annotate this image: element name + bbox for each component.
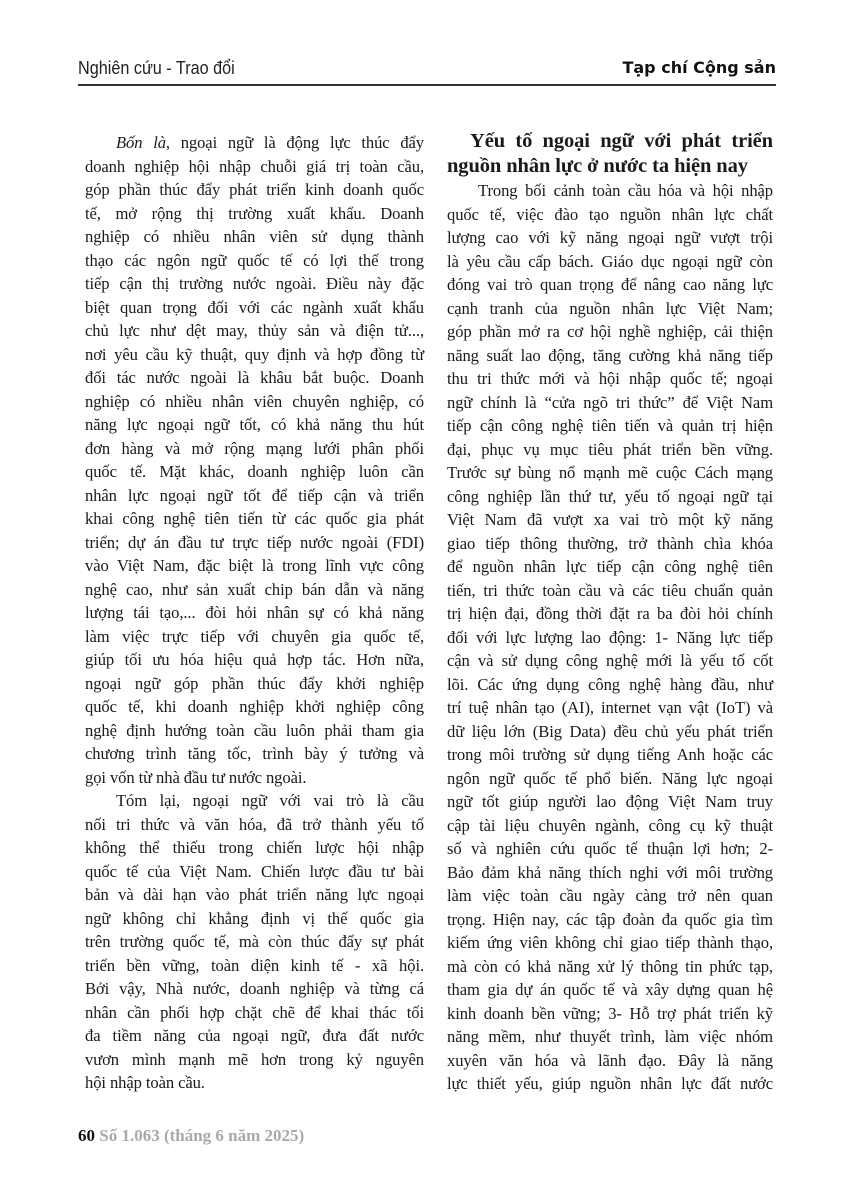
text-line: cạnh tranh của nguồn nhân lực Việt Nam; bbox=[447, 298, 773, 318]
page-number: 60 bbox=[78, 1126, 95, 1145]
text-line: vươn mình mạnh mẽ hơn trong kỷ nguyên bbox=[85, 1049, 424, 1069]
text-line: vào Việt Nam, đặc biệt là trong lĩnh vực công bbox=[85, 556, 424, 575]
text-line: lõi. Các ứng dụng công nghệ hàng đầu, như bbox=[447, 674, 773, 694]
left-column bbox=[85, 131, 424, 1095]
text-line: đơn hàng và mở rộng mạng lưới phân phối bbox=[85, 438, 424, 458]
text-line: quốc tế của Việt Nam. Chiến lược đầu tư bài bbox=[85, 861, 424, 881]
text-line: quốc tế. Mặt khác, doanh nghiệp luôn cần bbox=[85, 462, 424, 481]
paragraph bbox=[85, 789, 424, 1095]
text-line: gọi vốn từ nhà đầu tư nước ngoài. bbox=[85, 767, 307, 787]
text-line: đóng vai trò quan trọng để nâng cao năng lực bbox=[447, 275, 773, 294]
text-line: chủ lực như dệt may, thủy sản và điện tử..., bbox=[85, 321, 424, 340]
article-heading bbox=[447, 129, 773, 179]
text-line: trong môi trường sử dụng tiếng Anh hoặc các bbox=[447, 745, 773, 764]
text-line: lượng tái tạo,... đòi hỏi nhân sự có khả năng bbox=[85, 603, 424, 622]
section-title: Nghiên cứu - Trao đổi bbox=[78, 58, 235, 78]
text-line: ngữ tốt giúp người lao động Việt Nam truy bbox=[447, 792, 773, 811]
text-line: cận và sử dụng công nghệ mới là yếu tố cốt bbox=[447, 651, 773, 670]
text-line: giúp tối ưu hóa hiệu quả hợp tác. Hơn nữa, bbox=[85, 650, 424, 669]
text-line: trọng. Hiện nay, các tập đoàn đa quốc gia tìm bbox=[447, 909, 773, 929]
text-line: hội nhập toàn cầu. bbox=[85, 1073, 205, 1092]
text-line: số và nghiên cứu quốc tế thuận lợi hơn; 2- bbox=[447, 839, 773, 858]
text-line: tiến, tri thức toàn cầu và các tiêu chuẩn quản bbox=[447, 580, 773, 600]
text-line: năng lực ngoại ngữ tốt, có khả năng thu hút bbox=[85, 415, 424, 434]
text-line: thạo các ngôn ngữ quốc tế có lợi thế trong bbox=[85, 250, 424, 270]
text-line: kinh doanh bền vững; 3- Hỗ trợ phát triển kỹ bbox=[447, 1003, 773, 1023]
text-line: làm việc trực tiếp với chuyên gia quốc tế, bbox=[85, 626, 424, 646]
text-line: Bảo đảm khả năng thích nghi với môi trường bbox=[447, 862, 773, 882]
text-line: đại, phục vụ mục tiêu phát triển bền vững. bbox=[447, 439, 773, 459]
text-line: triển bền vững, toàn diện kinh tế - xã hội. bbox=[85, 955, 424, 975]
text-line: nghiệp có nhiều nhân viên chuyên nghiệp, có bbox=[85, 391, 424, 411]
text-line: lượng cao với kỹ năng ngoại ngữ vượt trội bbox=[447, 228, 773, 247]
text-line: khai công nghệ tiên tiến từ các quốc gia phát bbox=[85, 509, 424, 528]
header-divider bbox=[78, 84, 776, 86]
line-text: , ngoại ngữ là động lực thúc đẩy bbox=[165, 133, 424, 152]
journal-name: Tạp chí Cộng sản bbox=[622, 58, 776, 77]
text-line: Bởi vậy, Nhà nước, doanh nghiệp và từng cá bbox=[85, 979, 424, 998]
text-line bbox=[85, 131, 424, 155]
text-line: nhân cần phối hợp chặt chẽ để khai thác tối bbox=[85, 1002, 424, 1022]
text-line: góp phần mở ra cơ hội nghề nghiệp, cải thiện bbox=[447, 322, 773, 341]
text-line: biệt quan trọng đối với các ngành xuất khẩu bbox=[85, 297, 424, 317]
text-line: Trong bối cảnh toàn cầu hóa và hội nhập bbox=[478, 181, 773, 200]
text-line: không thể thiếu trong chiến lược hội nhập bbox=[85, 838, 424, 857]
text-line: nối tri thức và văn hóa, đã trở thành yếu tố bbox=[85, 814, 424, 834]
text-line: ngoại ngữ góp phần thúc đẩy khởi nghiệp bbox=[85, 673, 424, 693]
text-line: để nguồn nhân lực tiếp cận công nghệ tiên bbox=[447, 557, 773, 576]
paragraph bbox=[85, 131, 424, 789]
text-line: tham gia dự án quốc tế và xây dựng quan hệ bbox=[447, 980, 773, 999]
text-line: nghiệp có nhiều nhân viên sử dụng thành bbox=[85, 227, 424, 246]
text-line: công nghiệp lần thứ tư, yếu tố ngoại ngữ tại bbox=[447, 486, 773, 506]
text-line: thu tri thức mới và hội nhập quốc tế; ngoại bbox=[447, 369, 773, 388]
text-line: doanh nghiệp hội nhập chuỗi giá trị toàn cầu, bbox=[85, 156, 424, 176]
paragraph bbox=[447, 179, 773, 1096]
text-line: xuyên văn hóa và lãnh đạo. Đây là năng bbox=[447, 1050, 773, 1070]
text-line: đối tác nước ngoài là khâu bắt buộc. Doanh bbox=[85, 368, 424, 387]
text-line: đa tiềm năng của ngoại ngữ, đưa đất nước bbox=[85, 1026, 424, 1045]
text-line: ngôn ngữ quốc tế phổ biến. Năng lực ngoại bbox=[447, 768, 773, 788]
text-line: Tóm lại, ngoại ngữ với vai trò là cầu bbox=[116, 791, 424, 810]
text-line: trên trường quốc tế, mà còn thúc đẩy sự phát bbox=[85, 932, 424, 951]
text-line: nơi yêu cầu kỹ thuật, quy định và hợp đồng từ bbox=[85, 344, 424, 364]
text-line: năng suất lao động, tăng cường khả năng tiếp bbox=[447, 345, 773, 365]
text-line: tiếp cận công nghệ tiên tiến và quản trị hiện bbox=[447, 416, 773, 435]
text-line: tế, mở rộng thị trường xuất khẩu. Doanh bbox=[85, 203, 424, 223]
heading-line: Yếu tố ngoại ngữ với phát triển bbox=[470, 130, 773, 152]
italic-lead: Bốn là bbox=[116, 133, 166, 152]
text-line: ngữ không chỉ khẳng định vị thế quốc gia bbox=[85, 908, 424, 928]
text-line: trị hiện đại, đồng thời đặt ra ba đòi hỏi chính bbox=[447, 604, 773, 623]
text-line: bản và dài hạn vào phát triển năng lực ngoại bbox=[85, 885, 424, 904]
text-line: Trước sự bùng nổ mạnh mẽ cuộc Cách mạng bbox=[447, 463, 773, 482]
text-line: trí tuệ nhân tạo (AI), internet vạn vật (IoT) và bbox=[447, 698, 773, 717]
text-line: mà còn có khả năng xử lý thông tin phức tạp, bbox=[447, 956, 773, 976]
heading-line: nguồn nhân lực ở nước ta hiện nay bbox=[447, 155, 748, 177]
text-line: góp phần thúc đẩy phát triển kinh doanh quốc bbox=[85, 180, 424, 199]
text-line: quốc tế, khi doanh nghiệp khởi nghiệp công bbox=[85, 697, 424, 716]
text-line: nghệ định hướng toàn cầu luôn phải tham gia bbox=[85, 720, 424, 740]
text-line: chương trình tăng tốc, trình bày ý tưởng và bbox=[85, 744, 424, 763]
issue-info: Số 1.063 (tháng 6 năm 2025) bbox=[99, 1126, 305, 1145]
text-line: ngữ chính là “cửa ngõ tri thức” để Việt Nam bbox=[447, 392, 773, 412]
text-line: cập tài liệu chuyên ngành, công cụ kỹ thuật bbox=[447, 815, 773, 835]
text-line: nhân lực ngoại ngữ tốt để tiếp cận và triển bbox=[85, 485, 424, 505]
text-line: đối với lực lượng lao động: 1- Năng lực tiếp bbox=[447, 627, 773, 647]
right-column bbox=[447, 129, 773, 1096]
page-footer bbox=[78, 1126, 304, 1146]
text-line: Việt Nam đã vượt xa vai trò một kỹ năng bbox=[447, 510, 773, 529]
text-line: dữ liệu lớn (Big Data) đều chủ yếu phát triển bbox=[447, 721, 773, 741]
text-line: giao tiếp thông thường, trở thành chìa khóa bbox=[447, 533, 773, 553]
text-line: là yêu cầu cấp bách. Giáo dục ngoại ngữ còn bbox=[447, 251, 773, 271]
text-line: nghệ cao, như sản xuất chip bán dẫn và năng bbox=[85, 579, 424, 599]
text-line: năng mềm, như thuyết trình, làm việc nhóm bbox=[447, 1027, 773, 1046]
text-line: tiếp cận thị trường nước ngoài. Điều này đặc bbox=[85, 274, 424, 293]
text-line: kiếm ứng viên không chỉ giao tiếp thành thạo, bbox=[447, 933, 773, 952]
text-line: lực thiết yếu, giúp nguồn nhân lực đất nước bbox=[447, 1074, 773, 1093]
text-line: làm việc toàn cầu ngày càng trở nên quan bbox=[447, 886, 773, 905]
text-line: quốc tế, việc đào tạo nguồn nhân lực chất bbox=[447, 204, 773, 224]
text-line: triển; dự án đầu tư trực tiếp nước ngoài (FDI) bbox=[85, 532, 424, 552]
